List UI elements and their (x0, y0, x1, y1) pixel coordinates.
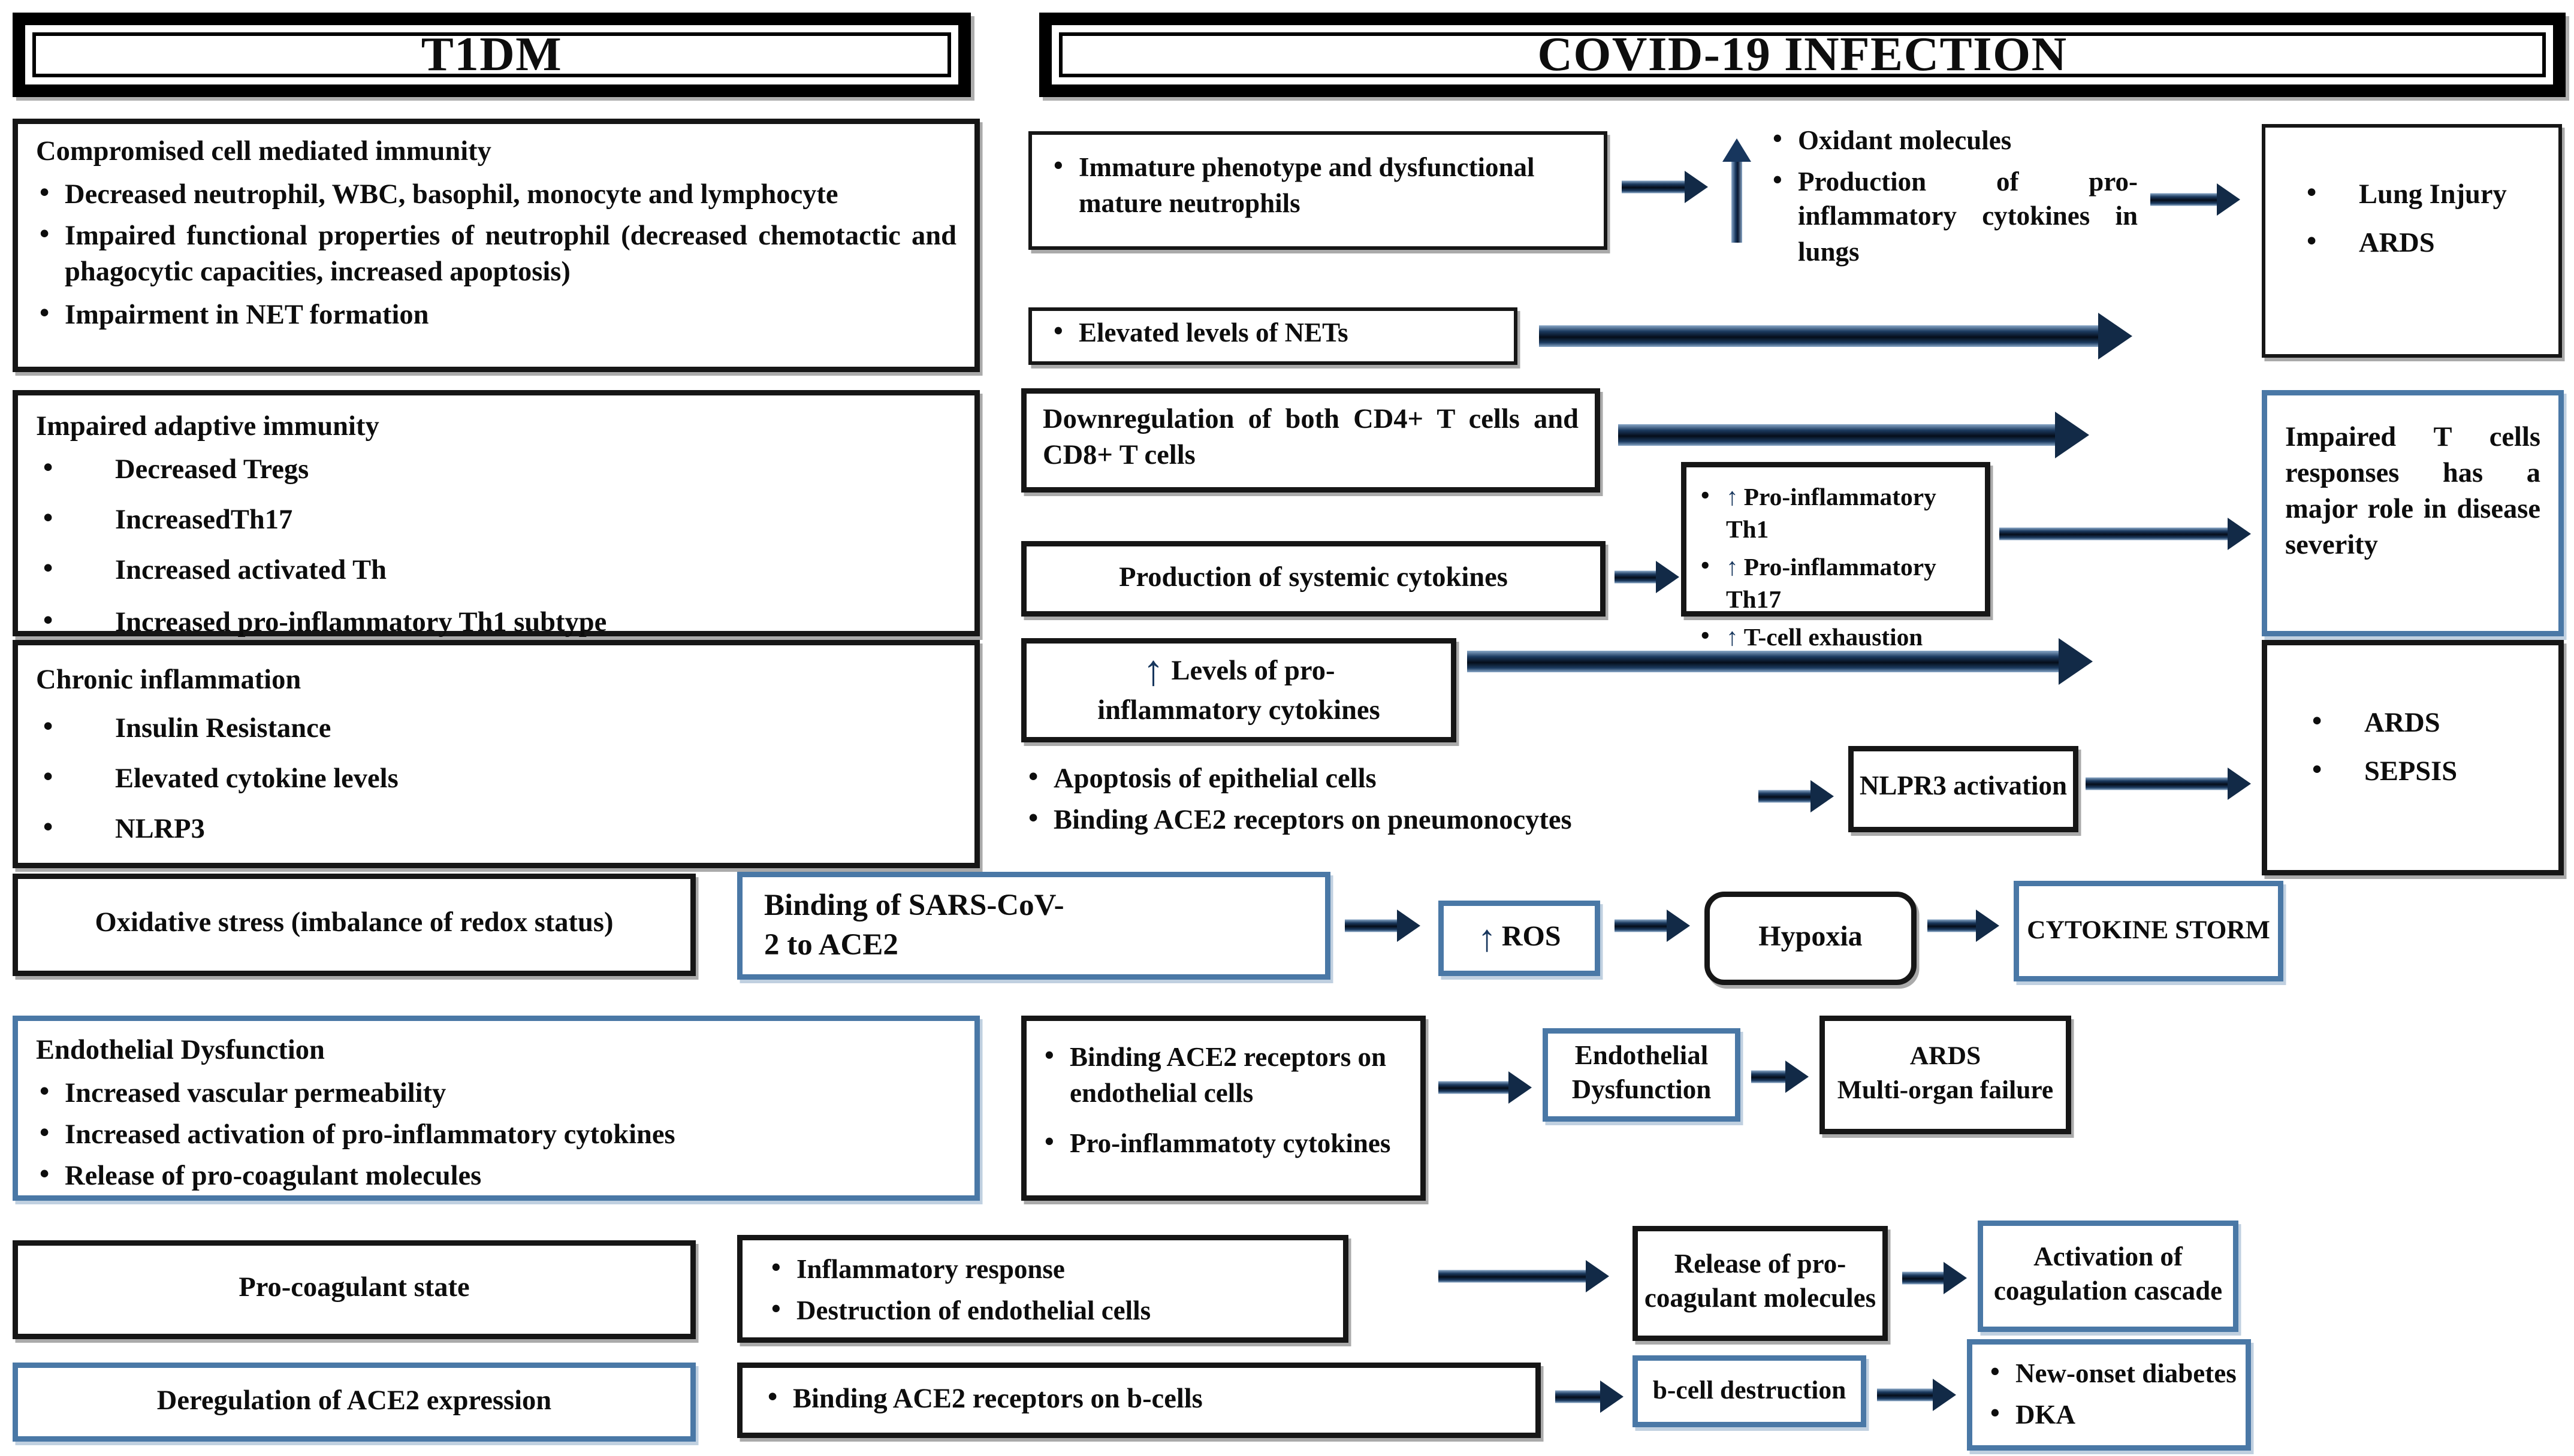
bullet-list (1050, 153, 1589, 223)
arrow-right-icon (1615, 906, 1690, 946)
box-title: Chronic inflammation (36, 665, 301, 696)
up-arrow-icon: ↑ (1726, 484, 1739, 510)
arrow-right-icon (1999, 514, 2251, 554)
covid-systemic-cytokines-box (1021, 541, 1606, 617)
outcome-line: Multi-organ failure (1837, 1077, 2054, 1105)
bullet-list (36, 178, 956, 334)
list-item: • Impaired functional properties of neutrophil (decreased chemotactic and phagocytic capacities, increased apoptosis) (36, 220, 956, 292)
list-item (1697, 482, 1978, 546)
covid-ros-box (1438, 901, 1600, 976)
nlpr3-label: NLPR3 activation (1859, 773, 2068, 802)
arrow-right-icon (1902, 1258, 1967, 1298)
bullet-list (764, 1382, 1521, 1418)
arrow-shaft (1758, 790, 1816, 803)
arrow-right-icon (1539, 311, 2132, 361)
arrow-right-icon (1618, 410, 2089, 460)
list-item: • Oxidant molecules (1769, 126, 2138, 161)
arrow-head (2059, 638, 2093, 685)
covid-th-effects-box (1681, 462, 1990, 651)
cytokine-storm-label: CYTOKINE STORM (2027, 916, 2270, 945)
th-effect-label: Pro-inflammatory Th1 (1726, 484, 1936, 543)
list-item: • Insulin Resistance (36, 712, 956, 748)
bullet-list (2296, 706, 2548, 792)
bullet-list (1987, 1359, 2238, 1434)
arrow-shaft (1999, 528, 2233, 540)
arrow-shaft (1615, 920, 1672, 932)
bullet-list (1050, 318, 1499, 354)
arrow-right-icon (1467, 636, 2093, 687)
arrow-shaft (2150, 194, 2222, 206)
list-item (1697, 552, 1978, 617)
t1dm-endothelial-dysfunction-box (13, 1016, 980, 1201)
list-item: • DKA (1987, 1400, 2238, 1435)
bullet-list (768, 1255, 1329, 1330)
bullet-list (1025, 762, 1744, 840)
ros-label: ROS (1501, 921, 1561, 952)
arrow-shaft (2086, 778, 2233, 790)
arrow-right-icon (1927, 906, 1999, 946)
arrow-shaft (1902, 1272, 1949, 1285)
covid-cytokine-levels-box (1021, 638, 1456, 742)
arrow-shaft (1618, 424, 2062, 446)
arrow-right-icon (1758, 777, 1834, 816)
list-item: • Decreased Tregs (36, 453, 956, 489)
up-arrow-icon: ↑ (1477, 916, 1496, 959)
box-title: Impaired adaptive immunity (36, 412, 379, 442)
impaired-tcells-label: Impaired T cells responses has a major role in disease severity (2285, 422, 2540, 562)
covid-inflammatory-response-box (737, 1235, 1348, 1343)
arrow-right-icon (1345, 906, 1420, 946)
arrow-head (1976, 910, 1999, 942)
list-item: • NLRP3 (36, 813, 956, 849)
covid-lung-injury-ards-box (2262, 124, 2562, 358)
t1dm-chronic-inflammation-box (13, 640, 980, 868)
th-effect-label: T-cell exhaustion (1743, 623, 1923, 651)
arrow-shaft (1345, 920, 1402, 932)
list-item: • Immature phenotype and dysfunctional mature neutrophils (1050, 153, 1589, 223)
arrow-shaft (1877, 1389, 1938, 1401)
arrow-right-icon (1615, 557, 1679, 597)
bullet-list (36, 453, 956, 641)
list-item: • Destruction of endothelial cells (768, 1295, 1329, 1331)
sars-ace2-label: Binding of SARS-CoV-2 to ACE2 (764, 888, 1064, 962)
list-item: • Increased activated Th (36, 554, 956, 590)
covid-nets-box (1028, 307, 1517, 365)
list-item: • Increased pro-inflammatory Th1 subtype (36, 605, 956, 641)
t1dm-compromised-immunity-box (13, 119, 980, 372)
arrow-right-icon (1622, 169, 1708, 205)
arrow-right-icon (1751, 1057, 1809, 1096)
covid-cytokine-storm-box (2014, 881, 2283, 981)
list-item: • Release of pro-coagulant molecules (36, 1160, 956, 1196)
arrow-right-icon (1438, 1064, 1532, 1111)
covid-nlpr3-activation-box (1848, 746, 2078, 832)
arrow-head (1508, 1071, 1532, 1104)
covid-cd4-cd8-downregulation-box (1021, 388, 1600, 493)
list-item: • New-onset diabetes (1987, 1359, 2238, 1394)
list-item: • ARDS (2291, 226, 2548, 262)
list-item: • Increased vascular permeability (36, 1077, 956, 1113)
bullet-list (36, 712, 956, 849)
t1dm-header (13, 13, 971, 97)
coagulation-cascade-label: Activation of coagulation cascade (1993, 1243, 2223, 1307)
list-item: • Lung Injury (2291, 178, 2548, 214)
arrow-shaft (1731, 156, 1742, 243)
covid-bcell-destruction-box (1632, 1355, 1866, 1427)
ace2-deregulation-label: Deregulation of ACE2 expression (156, 1385, 552, 1416)
arrow-head (2228, 518, 2251, 550)
procoagulant-release-label: Release of pro-coagulant molecules (1644, 1250, 1876, 1314)
arrow-head (2098, 313, 2132, 360)
arrow-up-icon (1722, 138, 1751, 243)
systemic-cytokines-label: Production of systemic cytokines (1119, 562, 1508, 593)
arrow-right-icon (1555, 1377, 1624, 1416)
covid-impaired-tcells-box (2262, 390, 2564, 636)
arrow-head (1722, 138, 1751, 162)
t1dm-adaptive-immunity-box (13, 390, 980, 636)
bcell-destruction-label: b-cell destruction (1652, 1376, 1846, 1405)
list-item: • Binding ACE2 receptors on b-cells (764, 1382, 1521, 1418)
bullet-list (1697, 482, 1978, 654)
bullet-list (1041, 1043, 1406, 1164)
arrow-right-icon (2086, 764, 2251, 803)
downregulation-label: Downregulation of both CD4+ T cells and CD8+ T cells (1043, 404, 1579, 472)
list-item: • Elevated levels of NETs (1050, 318, 1499, 354)
up-arrow-icon: ↑ (1726, 623, 1739, 651)
covid-ards-sepsis-box (2262, 640, 2564, 875)
list-item: • Production of pro-inflammatory cytokines in lungs (1769, 167, 2138, 272)
list-item: • Pro-inflammatoty cytokines (1041, 1129, 1406, 1164)
arrow-right-icon (2150, 182, 2240, 218)
arrow-right-icon (1877, 1373, 1956, 1416)
arrow-right-icon (1438, 1255, 1609, 1298)
covid-new-onset-diabetes-box (1967, 1339, 2251, 1451)
list-item: • Binding ACE2 receptors on pneumonocytes (1025, 803, 1744, 839)
covid-sars-ace2-binding-box (737, 872, 1330, 980)
arrow-head (2055, 412, 2089, 458)
covid-ace2-bcells-box (737, 1363, 1541, 1438)
list-item: • SEPSIS (2296, 755, 2548, 791)
list-item: • IncreasedTh17 (36, 504, 956, 540)
list-item: • Increased activation of pro-inflammatory cytokines (36, 1119, 956, 1155)
list-item: • Apoptosis of epithelial cells (1025, 762, 1744, 798)
arrow-head (2217, 183, 2240, 216)
bullet-list (36, 1077, 956, 1196)
arrow-shaft (1539, 325, 2105, 347)
arrow-shaft (1555, 1391, 1606, 1403)
th-effect-label: Pro-inflammatory Th17 (1726, 553, 1936, 613)
box-title: Compromised cell mediated immunity (36, 137, 491, 167)
covid-header (1039, 13, 2566, 97)
arrow-shaft (1438, 1270, 1591, 1283)
endothelial-dysfunction-label: Endothelial Dysfunction (1571, 1041, 1712, 1105)
arrow-head (1785, 1061, 1809, 1093)
arrow-shaft (1438, 1082, 1514, 1094)
list-item: • Elevated cytokine levels (36, 763, 956, 799)
arrow-head (1586, 1260, 1609, 1292)
up-arrow-icon: ↑ (1726, 553, 1739, 581)
list-item: • ARDS (2296, 706, 2548, 742)
t1dm-procoagulant-state-box (13, 1240, 696, 1339)
arrow-head (1667, 910, 1690, 942)
arrow-shaft (1927, 920, 1981, 932)
t1dm-header-label: T1DM (421, 27, 563, 81)
bullet-list (1769, 126, 2138, 271)
arrow-head (1600, 1381, 1624, 1413)
cytokine-levels-label: Levels of pro-inflammatory cytokines (1097, 655, 1380, 726)
box-title: Endothelial Dysfunction (36, 1035, 325, 1066)
t1dm-ace2-deregulation-box (13, 1363, 696, 1442)
outcome-line: ARDS (1909, 1043, 1981, 1072)
arrow-head (1933, 1379, 1956, 1411)
covid-header-label: COVID-19 INFECTION (1537, 27, 2068, 81)
t1dm-oxidative-stress-box (13, 874, 696, 976)
hypoxia-label: Hypoxia (1758, 921, 1863, 952)
bullet-list (2291, 178, 2548, 263)
covid-immature-neutrophils-box (1028, 131, 1607, 250)
arrow-head (1397, 910, 1420, 942)
list-item: • Impairment in NET formation (36, 298, 956, 334)
arrow-shaft (1467, 651, 2066, 672)
arrow-shaft (1622, 181, 1690, 194)
arrow-head (1656, 561, 1679, 593)
arrow-head (1810, 780, 1834, 812)
arrow-head (2228, 768, 2251, 800)
covid-coagulation-cascade-box (1978, 1221, 2238, 1332)
procoagulant-label: Pro-coagulant state (239, 1273, 470, 1304)
oxidative-stress-label: Oxidative stress (imbalance of redox status) (95, 908, 614, 940)
covid-apoptosis-list (1025, 762, 1744, 859)
covid-endothelial-dysfunction-box (1543, 1028, 1740, 1122)
covid-procoagulant-release-box (1632, 1226, 1888, 1341)
list-item: • Inflammatory response (768, 1255, 1329, 1290)
arrow-head (1944, 1262, 1967, 1294)
covid-ace2-endothelial-box (1021, 1016, 1426, 1201)
arrow-shaft (1615, 571, 1661, 584)
covid-ards-multiorgan-box (1819, 1016, 2071, 1134)
up-arrow-icon: ↑ (1142, 648, 1164, 696)
list-item: • Binding ACE2 receptors on endothelial cells (1041, 1043, 1406, 1113)
arrow-head (1685, 171, 1708, 203)
list-item: • Decreased neutrophil, WBC, basophil, monocyte and lymphocyte (36, 178, 956, 214)
covid-hypoxia-box (1704, 892, 1917, 985)
